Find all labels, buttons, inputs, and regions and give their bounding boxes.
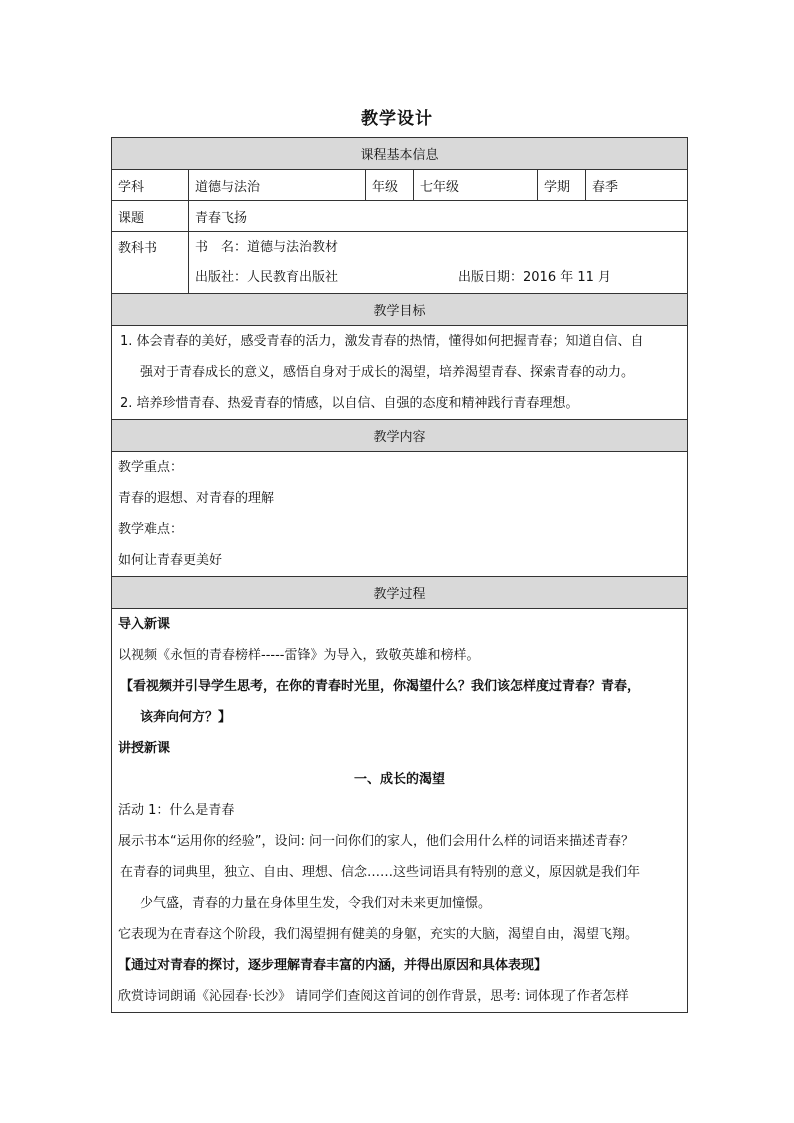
objective-item-2: [118, 388, 681, 419]
process-text-2-line-2: 少气盛，青春的力量在身体里生发，令我们对未来更加憧憬。: [140, 896, 492, 911]
intro-note-line-2: 该奔向何方？】: [140, 710, 232, 725]
intro-text: 以视频《永恒的青春榜样-----雷锋》为导入，致敬英雄和榜样。: [118, 648, 480, 663]
publisher: 出版社：人民教育出版社: [195, 270, 339, 285]
objectives-row: [112, 326, 688, 420]
book-publish-line: [195, 263, 681, 293]
key-point-label: 教学重点：: [118, 460, 184, 475]
topic-value: 青春飞扬: [189, 201, 688, 232]
subject-value: 道德与法治: [189, 170, 366, 201]
process-note-2: 【通过对青春的探讨，逐步理解青春丰富的内涵，并得出原因和具体表现】: [118, 958, 548, 973]
section-content-row: [112, 420, 688, 452]
process-text-1: 展示书本“运用你的经验”，设问: 问一问你们的家人，他们会用什么样的词语来描述青春？: [118, 834, 634, 849]
section-basic-info-row: [112, 138, 688, 170]
teach-heading: 讲授新课: [118, 741, 171, 756]
objective-2-text: 2. 培养珍惜青春、热爱青春的情感，以自信、自强的态度和精神践行青春理想。: [120, 396, 579, 411]
intro-note: [118, 671, 681, 733]
book-name-line: [195, 233, 681, 263]
key-point-text: 青春的遐想、对青春的理解: [118, 491, 275, 506]
objective-1-line-2: 强对于青春成长的意义，感悟自身对于成长的渴望，培养渴望青春、探索青春的动力。: [140, 365, 635, 380]
content-row: [112, 452, 688, 577]
activity-1-title: 活动 1：什么是青春: [118, 803, 235, 818]
book-name: 书 名：道德与法治教材: [195, 240, 339, 255]
intro-heading: 导入新课: [118, 617, 171, 632]
section-objectives-row: [112, 294, 688, 326]
process-text-2-line-1: 在青春的词典里，独立、自由、理想、信念……这些词语具有特别的意义，原因就是我们年: [120, 865, 641, 880]
objective-1-line-1: 1. 体会青春的美好，感受青春的活力，激发青春的热情，懂得如何把握青春；知道自信、自: [120, 334, 644, 349]
grade-value: 七年级: [414, 170, 538, 201]
process-text-2: [118, 857, 681, 919]
textbook-label: 教科书: [112, 232, 189, 294]
process-cell: [112, 609, 688, 1013]
content-cell: [112, 452, 688, 577]
section-header-basic-info: 课程基本信息: [112, 138, 688, 170]
document-title: 教学设计: [361, 109, 433, 129]
term-label: 学期: [538, 170, 586, 201]
process-text-3: 它表现为在青春这个阶段，我们渴望拥有健美的身躯，充实的大脑，渴望自由，渴望飞翔。: [118, 927, 639, 942]
intro-note-line-1: 【看视频并引导学生思考，在你的青春时光里，你渴望什么？我们该怎样度过青春？青春，: [120, 679, 641, 694]
section-header-content: 教学内容: [112, 420, 688, 452]
subject-label: 学科: [112, 170, 189, 201]
lesson-plan-table: [111, 137, 688, 1013]
info-row-textbook: [112, 232, 688, 294]
process-text-4: 欣赏诗词朗诵《沁园春·长沙》 请同学们查阅这首词的创作背景，思考: 词体现了作者怎样: [118, 989, 629, 1004]
difficult-point-label: 教学难点：: [118, 522, 184, 537]
info-row-topic: [112, 201, 688, 232]
process-row: [112, 609, 688, 1013]
topic-label: 课题: [112, 201, 189, 232]
section-process-row: [112, 577, 688, 609]
textbook-details: [189, 232, 688, 294]
grade-label: 年级: [366, 170, 414, 201]
publish-date: 出版日期：2016 年 11 月: [458, 270, 612, 285]
difficult-point-text: 如何让青春更美好: [118, 553, 223, 568]
term-value: 春季: [586, 170, 688, 201]
info-row-subject: [112, 170, 688, 201]
objective-item-1: [118, 326, 681, 388]
objectives-cell: [112, 326, 688, 420]
part-1-title: 一、成长的渴望: [354, 772, 446, 787]
section-header-process: 教学过程: [112, 577, 688, 609]
section-header-objectives: 教学目标: [112, 294, 688, 326]
